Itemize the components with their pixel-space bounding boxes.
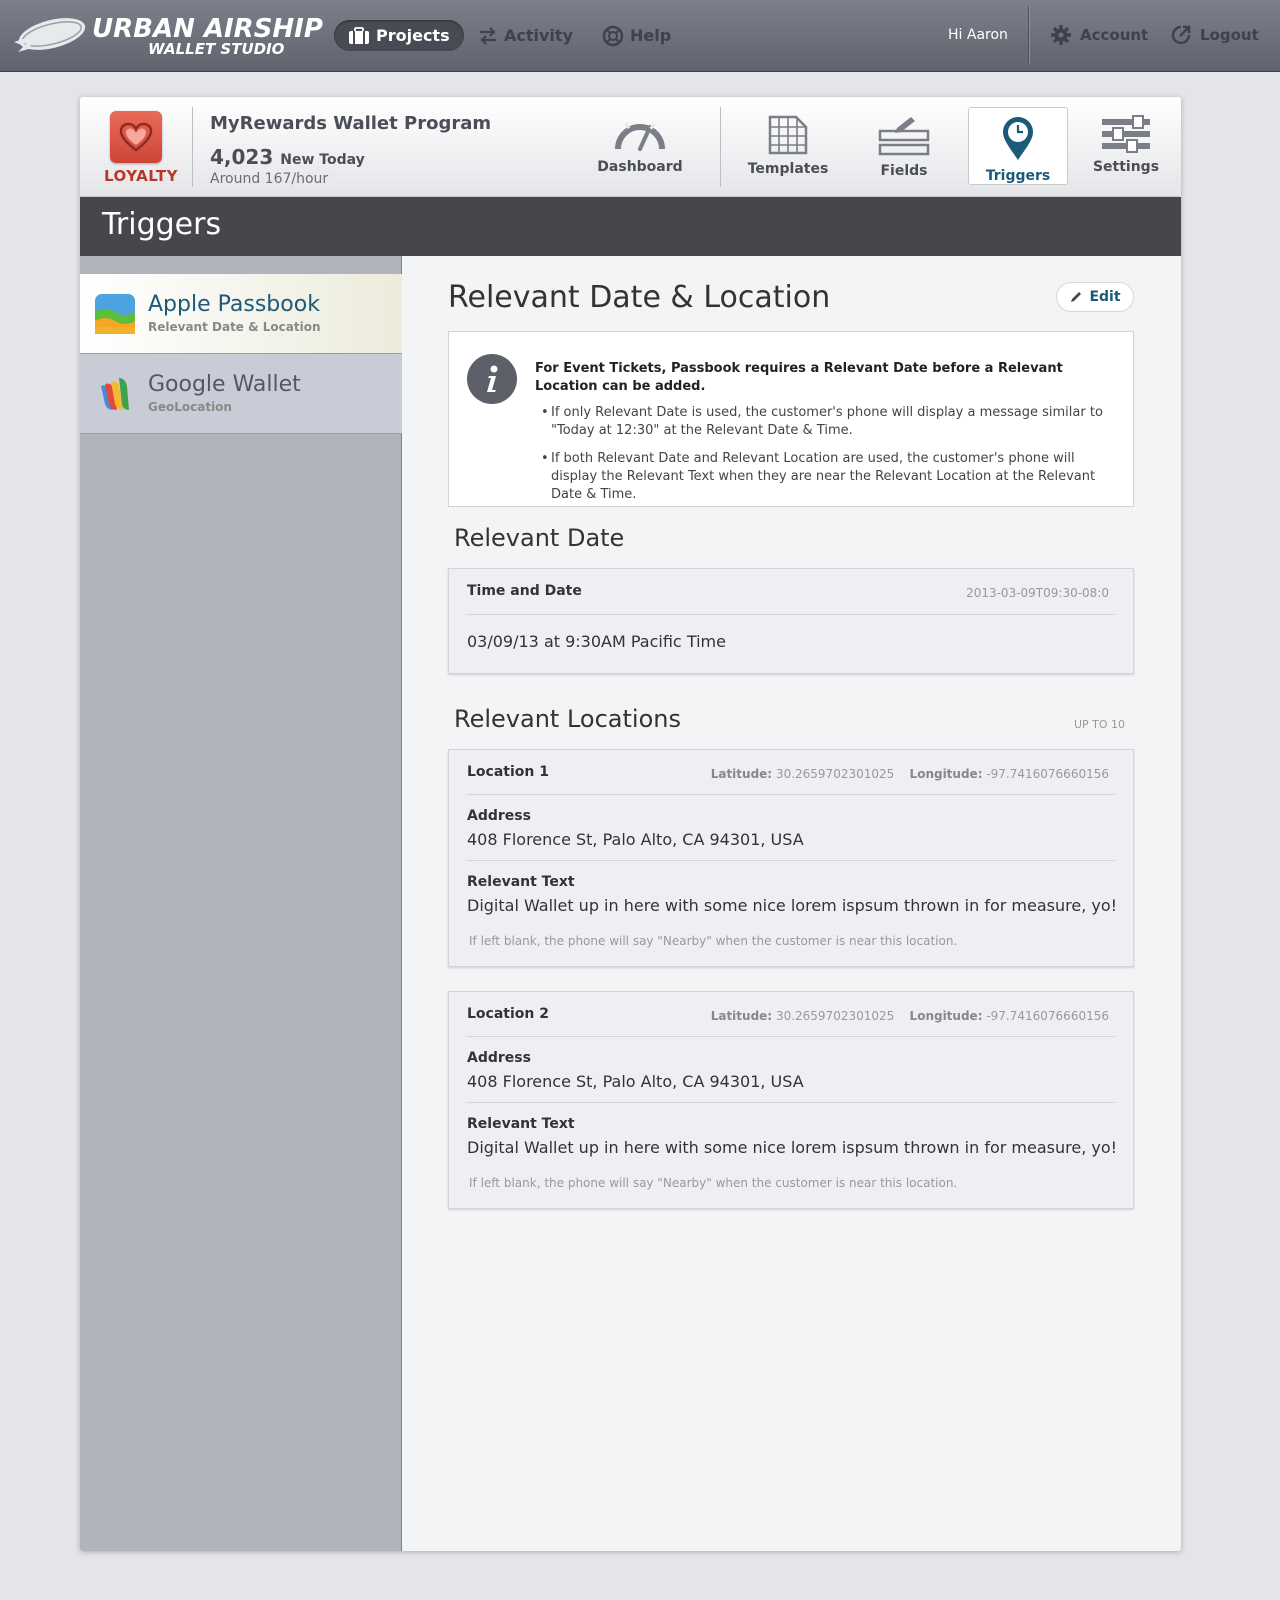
longitude-label: Longitude:	[909, 1009, 983, 1023]
nav-help[interactable]	[602, 20, 671, 51]
card-divider	[467, 1102, 1115, 1103]
tool-triggers[interactable]	[968, 107, 1068, 185]
relevant-text-hint: If left blank, the phone will say "Nearby" when the customer is near this location.	[469, 1176, 958, 1190]
pencil-fields-icon	[877, 115, 931, 157]
tool-fields[interactable]	[854, 107, 954, 185]
card-divider	[467, 794, 1115, 795]
relevant-locations-heading: Relevant Locations	[454, 705, 681, 733]
tool-fields-label: Fields	[880, 163, 928, 179]
sidebar-item-title: Google Wallet	[148, 372, 301, 397]
location-coordinates	[711, 767, 1109, 781]
nav-help-label: Help	[630, 26, 672, 45]
address-label: Address	[467, 1050, 531, 1066]
content-area	[402, 256, 1181, 1551]
tool-dashboard-label: Dashboard	[597, 159, 683, 175]
nav-activity[interactable]	[478, 20, 573, 51]
program-name: MyRewards Wallet Program	[210, 113, 492, 134]
card-divider	[467, 1036, 1115, 1037]
address-value: 408 Florence St, Palo Alto, CA 94301, USA	[467, 1072, 804, 1091]
address-label: Address	[467, 808, 531, 824]
tool-templates[interactable]	[738, 107, 838, 185]
location-coordinates	[711, 1009, 1109, 1023]
grid-page-icon	[766, 115, 810, 155]
loyalty-label: LOYALTY	[104, 167, 178, 185]
new-today-count: 4,023	[210, 145, 274, 169]
location-card	[448, 991, 1134, 1209]
tool-settings-label: Settings	[1092, 159, 1160, 175]
google-wallet-icon	[95, 374, 135, 414]
logo-line1: URBAN AIRSHIP	[92, 14, 323, 44]
relevant-text-value: Digital Wallet up in here with some nice lorem ispsum thrown in for measure, yo!	[467, 896, 1118, 915]
topbar-divider	[1028, 6, 1030, 64]
info-box	[448, 331, 1134, 507]
card-divider	[467, 860, 1115, 861]
logout-link[interactable]	[1170, 24, 1259, 46]
nav-activity-label: Activity	[504, 26, 573, 45]
latitude-value: 30.2659702301025	[775, 1009, 895, 1023]
location-name: Location 1	[467, 764, 549, 780]
info-bullet: • If only Relevant Date is used, the customer's phone will display a message similar to "Today at 12:30" at the Relevant Date & Time.	[541, 404, 1116, 440]
longitude-value: -97.7416076660156	[986, 767, 1109, 781]
sidebar-item-subtitle: GeoLocation	[148, 400, 232, 414]
sidebar-item-apple-passbook[interactable]	[80, 274, 402, 354]
tool-templates-label: Templates	[747, 161, 829, 177]
tools-divider	[720, 107, 721, 187]
sliders-icon	[1099, 115, 1153, 153]
latitude-label: Latitude:	[710, 767, 773, 781]
latitude-value: 30.2659702301025	[775, 767, 895, 781]
top-bar	[0, 0, 1280, 72]
lifebuoy-icon	[602, 25, 624, 47]
logo-line2: WALLET STUDIO	[148, 40, 285, 58]
briefcase-icon	[348, 27, 370, 45]
nav-projects-label: Projects	[376, 26, 450, 45]
relevant-date-heading: Relevant Date	[454, 524, 625, 552]
heart-icon	[110, 111, 162, 163]
time-and-date-label: Time and Date	[467, 583, 582, 599]
account-label: Account	[1080, 26, 1149, 44]
relevant-date-value: 03/09/13 at 9:30AM Pacific Time	[467, 632, 726, 651]
relevant-text-label: Relevant Text	[467, 1116, 575, 1132]
info-bullet: • If both Relevant Date and Relevant Location are used, the customer's phone will display the Relevant Text when they are near the Relevant Location at the Relevant Date & Time.	[541, 450, 1116, 504]
tool-dashboard[interactable]	[590, 107, 690, 185]
loyalty-badge	[104, 111, 178, 185]
sidebar-item-google-wallet[interactable]	[80, 354, 402, 434]
logout-label: Logout	[1200, 26, 1259, 44]
info-icon	[467, 354, 517, 404]
location-name: Location 2	[467, 1006, 549, 1022]
sidebar-item-title: Apple Passbook	[148, 292, 320, 317]
page-title: Triggers	[80, 197, 1181, 256]
user-greeting: Hi Aaron	[948, 27, 1008, 43]
address-value: 408 Florence St, Palo Alto, CA 94301, USA	[467, 830, 804, 849]
tool-triggers-label: Triggers	[985, 168, 1051, 184]
relevant-text-hint: If left blank, the phone will say "Nearby" when the customer is near this location.	[469, 934, 958, 948]
gear-icon	[1050, 24, 1072, 46]
info-heading: For Event Tickets, Passbook requires a Relevant Date before a Relevant Location can be added.	[535, 361, 1063, 394]
header-divider	[192, 107, 193, 187]
main-panel	[80, 97, 1181, 1551]
new-today-label: New Today	[280, 152, 365, 168]
relevant-text-label: Relevant Text	[467, 874, 575, 890]
location-card	[448, 749, 1134, 967]
edit-label: Edit	[1089, 289, 1121, 305]
main-title: Relevant Date & Location	[448, 280, 831, 315]
program-rate: Around 167/hour	[210, 171, 329, 187]
airship-logo-icon	[12, 12, 88, 58]
relevant-text-value: Digital Wallet up in here with some nice lorem ispsum thrown in for measure, yo!	[467, 1138, 1118, 1157]
sidebar-item-subtitle: Relevant Date & Location	[148, 320, 321, 334]
edit-button[interactable]	[1056, 282, 1134, 312]
locations-limit: UP TO 10	[1074, 718, 1126, 731]
card-divider	[467, 614, 1115, 615]
relevant-date-card	[448, 568, 1134, 674]
tool-settings[interactable]	[1076, 107, 1176, 185]
speedometer-icon	[612, 115, 668, 153]
longitude-value: -97.7416076660156	[986, 1009, 1109, 1023]
longitude-label: Longitude:	[909, 767, 983, 781]
passbook-icon	[95, 294, 135, 334]
program-header	[80, 97, 1181, 197]
pencil-icon	[1069, 290, 1083, 304]
raw-date: 2013-03-09T09:30-08:0	[966, 586, 1109, 600]
swap-arrows-icon	[478, 27, 498, 45]
location-clock-icon	[1000, 116, 1036, 162]
sidebar	[80, 256, 402, 1551]
logout-icon	[1170, 24, 1192, 46]
program-count	[210, 145, 365, 169]
latitude-label: Latitude:	[710, 1009, 773, 1023]
account-link[interactable]	[1050, 24, 1148, 46]
nav-projects[interactable]	[334, 20, 464, 51]
urban-airship-logo[interactable]	[12, 10, 323, 62]
